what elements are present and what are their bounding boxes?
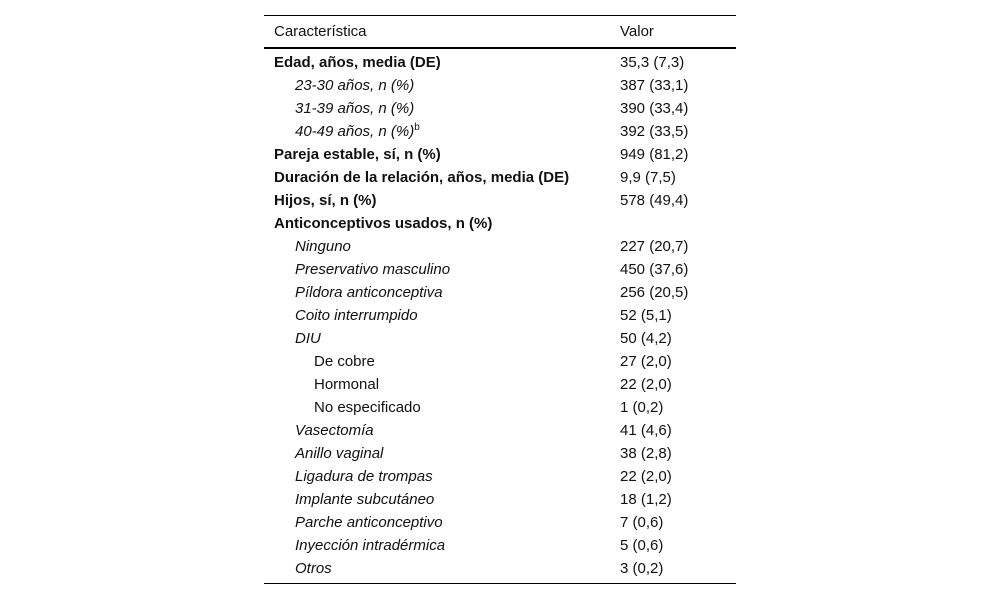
row-label-text: De cobre: [314, 353, 375, 370]
row-label-text: Implante subcutáneo: [295, 491, 435, 508]
table-row: [264, 488, 736, 511]
row-label-text: Otros: [295, 560, 332, 577]
row-value: 949 (81,2): [620, 146, 689, 163]
row-label-text: Hijos, sí, n (%): [274, 192, 377, 209]
table-row: [264, 235, 736, 258]
row-label-text: DIU: [295, 330, 321, 347]
footnote-marker: b: [414, 122, 420, 133]
row-value: 35,3 (7,3): [620, 54, 685, 71]
row-label-text: Parche anticonceptivo: [295, 514, 443, 531]
row-label-text: Píldora anticonceptiva: [295, 284, 443, 301]
row-value: 52 (5,1): [620, 307, 672, 324]
header-characteristic: Característica: [274, 23, 367, 40]
row-value: 50 (4,2): [620, 330, 672, 347]
row-label: [264, 238, 620, 255]
row-label-text: Ninguno: [295, 238, 351, 255]
row-label: [264, 169, 620, 186]
row-label: [264, 514, 620, 531]
row-label-text: 31-39 años, n (%): [295, 100, 415, 117]
row-value: 387 (33,1): [620, 77, 689, 94]
row-label: [264, 261, 620, 278]
table-row: [264, 442, 736, 465]
row-label: [264, 537, 620, 554]
table-row: [264, 258, 736, 281]
header-value: Valor: [620, 23, 654, 40]
table-row: [264, 189, 736, 212]
row-label: [264, 376, 620, 393]
row-label-text: Pareja estable, sí, n (%): [274, 146, 441, 163]
row-label-text: Anticonceptivos usados, n (%): [274, 215, 493, 232]
row-value: 390 (33,4): [620, 100, 689, 117]
table-row: [264, 350, 736, 373]
row-value: 22 (2,0): [620, 376, 672, 393]
row-label: [264, 100, 620, 117]
row-value: 18 (1,2): [620, 491, 672, 508]
row-label: [264, 54, 620, 71]
row-value: 38 (2,8): [620, 445, 672, 462]
table-row: [264, 373, 736, 396]
row-label: [264, 445, 620, 462]
row-label: [264, 422, 620, 439]
table-body: [264, 49, 736, 583]
table-row: [264, 511, 736, 534]
row-label-text: Preservativo masculino: [295, 261, 451, 278]
row-label: [264, 215, 620, 232]
row-label-text: Inyección intradérmica: [295, 537, 446, 554]
row-value: 392 (33,5): [620, 123, 689, 140]
row-label: [264, 146, 620, 163]
table-row: [264, 212, 736, 235]
table-row: [264, 74, 736, 97]
row-label: [264, 330, 620, 347]
row-value: 256 (20,5): [620, 284, 689, 301]
row-label: [264, 560, 620, 577]
table-row: [264, 396, 736, 419]
table-row: [264, 465, 736, 488]
table-header: [264, 16, 736, 49]
table-row: [264, 304, 736, 327]
row-label-text: Anillo vaginal: [295, 445, 384, 462]
row-label: [264, 77, 620, 94]
table-row: [264, 281, 736, 304]
row-label: [264, 123, 620, 140]
table-row: [264, 97, 736, 120]
table-row: [264, 557, 736, 580]
row-value: 1 (0,2): [620, 399, 664, 416]
row-label-text: Hormonal: [314, 376, 380, 393]
row-value: 578 (49,4): [620, 192, 689, 209]
row-label: [264, 353, 620, 370]
row-value: 450 (37,6): [620, 261, 689, 278]
row-label-text: Duración de la relación, años, media (DE): [274, 169, 570, 186]
row-value: 27 (2,0): [620, 353, 672, 370]
table-row: [264, 143, 736, 166]
row-value: 227 (20,7): [620, 238, 689, 255]
row-label: [264, 307, 620, 324]
row-value: 9,9 (7,5): [620, 169, 676, 186]
row-label: [264, 399, 620, 416]
row-label-text: 40-49 años, n (%): [295, 123, 415, 140]
table-row: [264, 534, 736, 557]
row-label-text: 23-30 años, n (%): [295, 77, 415, 94]
row-label-text: No especificado: [314, 399, 421, 416]
row-value: 7 (0,6): [620, 514, 664, 531]
characteristics-table: [264, 15, 736, 584]
row-label: [264, 192, 620, 209]
row-label: [264, 468, 620, 485]
row-value: 41 (4,6): [620, 422, 672, 439]
row-label: [264, 491, 620, 508]
row-value: 5 (0,6): [620, 537, 664, 554]
row-value: 3 (0,2): [620, 560, 664, 577]
table-row: [264, 327, 736, 350]
table-row: [264, 166, 736, 189]
table-row: [264, 51, 736, 74]
row-label-text: Ligadura de trompas: [295, 468, 433, 485]
table-row: [264, 120, 736, 143]
row-label-text: Edad, años, media (DE): [274, 54, 441, 71]
row-label-text: Coito interrumpido: [295, 307, 418, 324]
table-row: [264, 419, 736, 442]
row-value: 22 (2,0): [620, 468, 672, 485]
row-label-text: Vasectomía: [295, 422, 374, 439]
row-label: [264, 284, 620, 301]
